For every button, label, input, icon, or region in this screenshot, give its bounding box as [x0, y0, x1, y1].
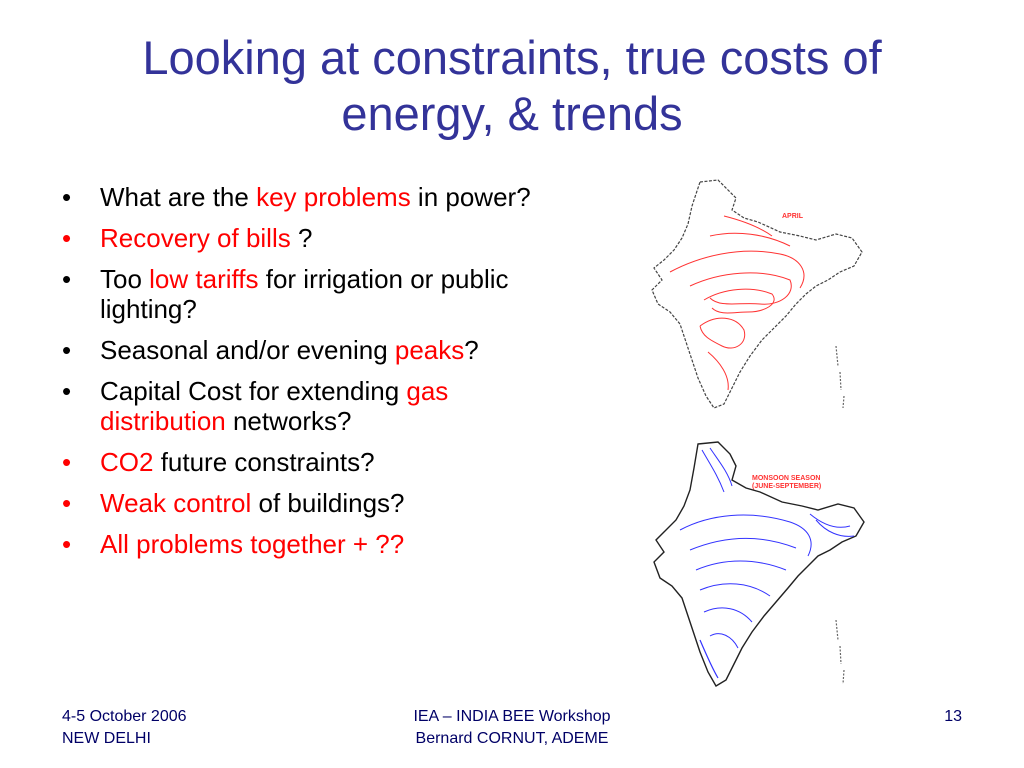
bullet-item	[62, 488, 562, 518]
bullet-marker: •	[62, 447, 72, 477]
bullet-text: Too	[100, 264, 150, 294]
bullet-item	[62, 447, 562, 477]
bullet-marker: •	[62, 529, 72, 559]
monsoon-isoline-3	[696, 561, 786, 570]
monsoon-map-label-2: (JUNE-SEPTEMBER)	[752, 483, 822, 490]
april-map-label: APRIL	[782, 213, 803, 220]
india-outline-april	[652, 180, 862, 408]
bullet-text: for irrigation or public lighting?	[100, 264, 509, 324]
footer-author: Bernard CORNUT, ADEME	[415, 730, 609, 747]
april-isoline-5	[710, 233, 790, 246]
islands-april	[836, 346, 844, 408]
bullet-marker: •	[62, 182, 72, 212]
april-isoline-7	[708, 352, 728, 390]
monsoon-isoline-1	[680, 515, 811, 556]
footer-location: NEW DELHI	[62, 730, 151, 747]
bullet-item	[62, 223, 562, 253]
bullet-text: in power?	[410, 182, 531, 212]
bullet-text: of buildings?	[251, 488, 405, 518]
footer-date: 4-5 October 2006	[62, 708, 187, 725]
monsoon-map-label-1: MONSOON SEASON	[752, 475, 821, 482]
bullet-item	[62, 264, 562, 324]
april-isoline-1	[670, 251, 804, 288]
slide-title-line-1: Looking at constraints, true costs of	[142, 31, 882, 84]
islands-monsoon	[836, 620, 844, 684]
bullet-text: future constraints?	[153, 447, 375, 477]
india-monsoon-map	[640, 440, 872, 688]
bullet-highlight-text: CO2	[100, 447, 154, 477]
bullet-item	[62, 182, 562, 212]
bullet-item	[62, 376, 562, 436]
monsoon-isoline-2	[690, 538, 796, 550]
bullet-list	[62, 182, 562, 570]
bullet-marker: •	[62, 335, 72, 365]
footer-page-number: 13	[944, 708, 962, 725]
bullet-marker: •	[62, 223, 72, 253]
bullet-marker: •	[62, 488, 72, 518]
bullet-text: What are the	[100, 182, 257, 212]
monsoon-isoline-4	[700, 584, 770, 596]
bullet-marker: •	[62, 264, 72, 294]
monsoon-isoline-7	[702, 448, 732, 492]
bullet-item	[62, 335, 562, 365]
bullet-text: Capital Cost for extending	[100, 376, 407, 406]
bullet-item	[62, 529, 562, 559]
bullet-highlight-text: peaks	[394, 335, 465, 365]
bullet-text: ?	[464, 335, 479, 365]
slide-title	[30, 30, 994, 142]
bullet-highlight-text: low tariffs	[149, 264, 259, 294]
footer-date-location	[62, 706, 187, 750]
footer-workshop: IEA – INDIA BEE Workshop	[413, 708, 611, 725]
slide-title-line-2: energy, & trends	[341, 87, 683, 140]
bullet-highlight-text: key problems	[256, 182, 411, 212]
india-april-map	[640, 176, 872, 412]
monsoon-isoline-5	[704, 608, 752, 622]
bullet-text: ?	[290, 223, 313, 253]
bullet-highlight-text: All problems together + ??	[100, 529, 405, 559]
monsoon-isoline-8	[810, 514, 854, 536]
bullet-text: Seasonal and/or evening	[100, 335, 395, 365]
bullet-text: networks?	[225, 406, 352, 436]
bullet-marker: •	[62, 376, 72, 406]
april-isoline-4	[700, 318, 745, 348]
bullet-highlight-text: Recovery of bills	[100, 223, 291, 253]
bullet-highlight-text: Weak control	[100, 488, 252, 518]
bullet-highlight-text: gas distribution	[100, 376, 449, 436]
footer-event	[312, 706, 712, 750]
monsoon-isoline-6	[710, 634, 738, 648]
